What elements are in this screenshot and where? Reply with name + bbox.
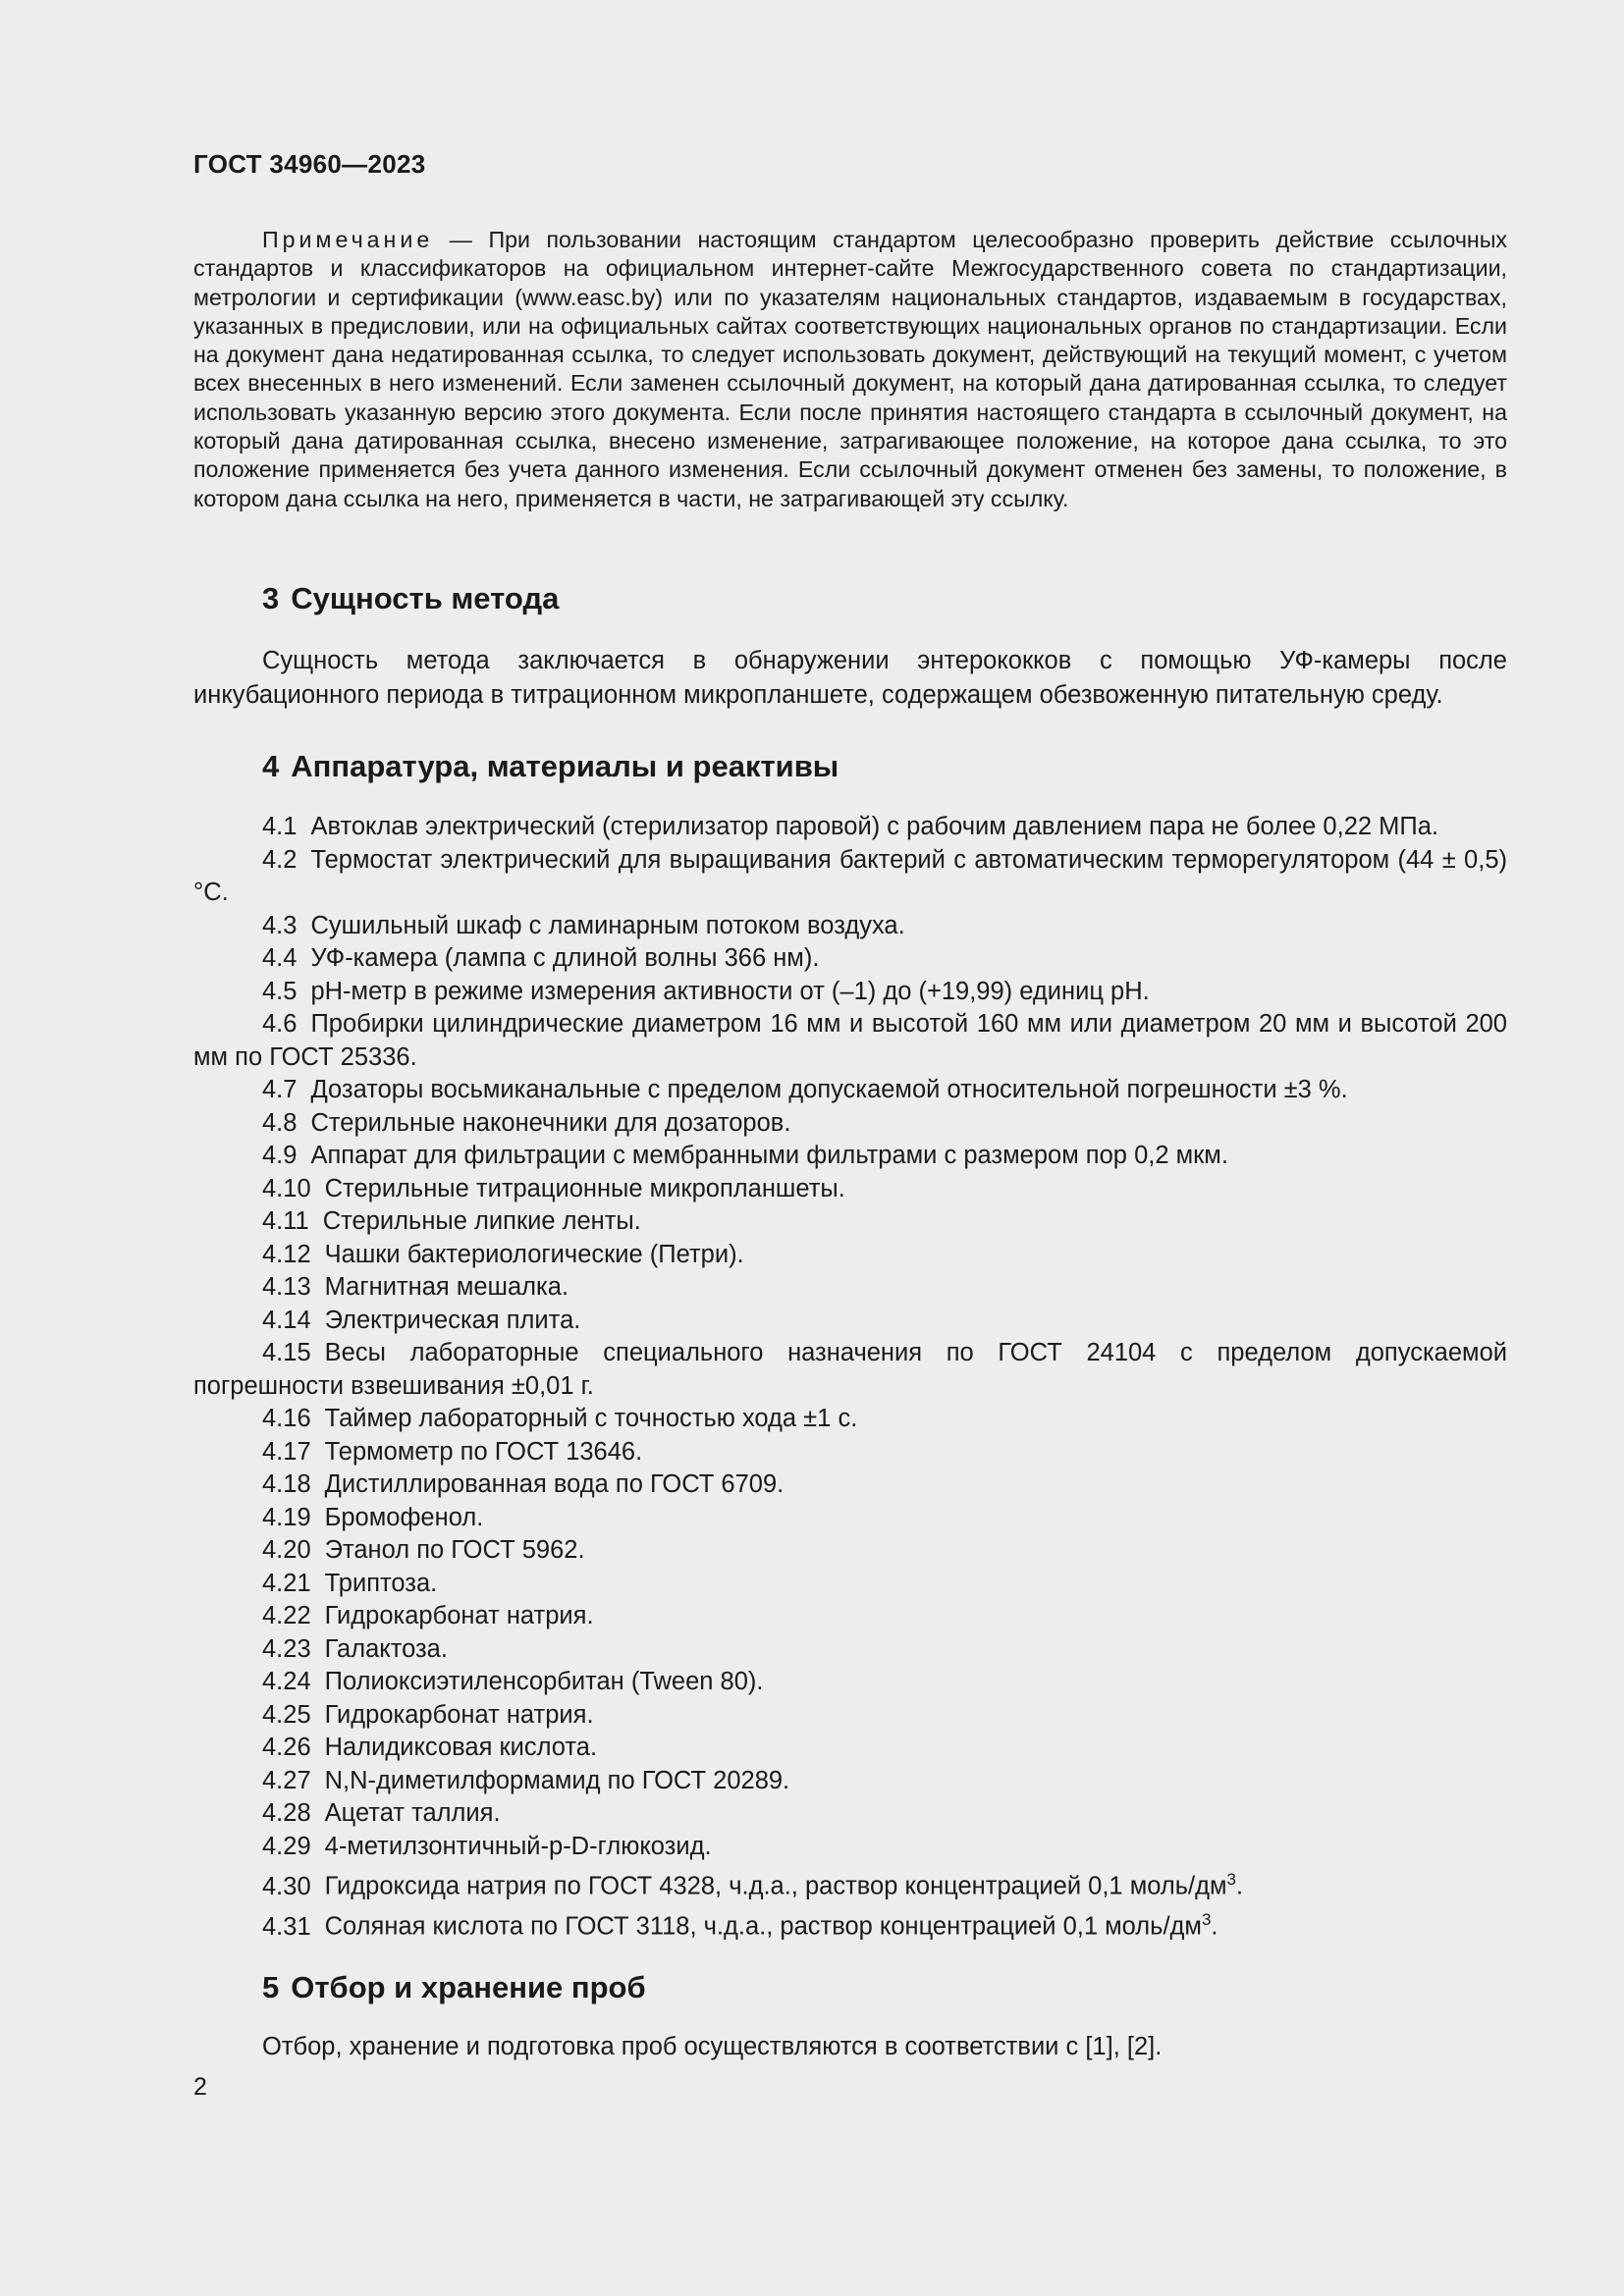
section-5-title: Отбор и хранение проб [291, 1970, 646, 2004]
document-header-code: ГОСТ 34960—2023 [193, 149, 426, 179]
list-item-number: 4.4 [262, 944, 298, 972]
list-item-text: Таймер лабораторный с точностью хода ±1 с. [324, 1405, 858, 1432]
equipment-list-item [193, 844, 1507, 910]
list-item-number: 4.21 [262, 1569, 311, 1597]
list-item-text: Электрическая плита. [324, 1306, 581, 1334]
list-item-text: Стерильные титрационные микропланшеты. [324, 1174, 845, 1202]
equipment-list-item [193, 1107, 1507, 1141]
list-item-text: pH-метр в режиме измерения активности от (–1) до (+19,99) единиц pH. [310, 977, 1150, 1005]
list-item-number: 4.1 [262, 813, 298, 840]
list-item-number: 4.15 [262, 1339, 311, 1366]
equipment-list-item [193, 1568, 1507, 1601]
list-item-text: Триптоза. [324, 1569, 438, 1597]
list-item-text: Полиоксиэтиленсорбитан (Tween 80). [324, 1668, 764, 1695]
list-item-text: Стерильные наконечники для дозаторов. [310, 1108, 791, 1137]
equipment-list-item [193, 1074, 1507, 1107]
list-item-text: Гидроксида натрия по ГОСТ 4328, ч.д.а., раствор концентрацией 0,1 моль/дм [324, 1872, 1227, 1900]
list-item-text: Весы лабораторные специального назначения по ГОСТ 24104 с пределом допускаемой погрешности взвешивания ±0,01 г. [193, 1339, 1507, 1400]
equipment-list-item [193, 1468, 1507, 1502]
equipment-list-item [193, 1173, 1507, 1206]
list-item-number: 4.29 [262, 1832, 311, 1860]
list-item-text: Галактоза. [324, 1634, 448, 1663]
list-item-number: 4.5 [262, 977, 298, 1005]
equipment-list-item [193, 1502, 1507, 1535]
note-paragraph [193, 226, 1507, 513]
equipment-list-item [193, 1436, 1507, 1469]
list-item-text: Соляная кислота по ГОСТ 3118, ч.д.а., раствор концентрацией 0,1 моль/дм [324, 1912, 1202, 1941]
equipment-list-item [193, 1305, 1507, 1338]
section-4-number: 4 [262, 749, 280, 783]
list-item-text: Аппарат для фильтрации с мембранными фильтрами с размером пор 0,2 мкм. [310, 1142, 1228, 1169]
list-item-text: Автоклав электрический (стерилизатор паровой) с рабочим давлением пара не более 0,22 МПа. [310, 813, 1438, 840]
equipment-list-item [193, 1600, 1507, 1633]
equipment-list-item [193, 1903, 1507, 1944]
list-item-text: Гидрокарбонат натрия. [324, 1700, 594, 1729]
list-item-superscript: 3 [1226, 1870, 1236, 1889]
list-item-number: 4.13 [262, 1273, 311, 1301]
list-item-number: 4.20 [262, 1536, 311, 1564]
list-item-text: Дозаторы восьмиканальные с пределом допускаемой относительной погрешности ±3 %. [310, 1076, 1348, 1103]
section-3-heading [262, 581, 559, 616]
list-item-number: 4.19 [262, 1503, 311, 1531]
section-5-text: Отбор, хранение и подготовка проб осуществляются в соответствии с [1], [2]. [262, 2033, 1163, 2060]
equipment-list-item [193, 1337, 1507, 1403]
list-item-number: 4.28 [262, 1799, 311, 1827]
equipment-list-item [193, 942, 1507, 976]
equipment-list-item [193, 910, 1507, 943]
section-4-title: Аппаратура, материалы и реактивы [291, 749, 839, 783]
equipment-list-item [193, 1008, 1507, 1074]
list-item-text: Магнитная мешалка. [324, 1273, 569, 1301]
list-item-text: УФ-камера (лампа с длиной волны 366 нм). [310, 944, 820, 972]
list-item-tail: . [1235, 1872, 1244, 1900]
list-item-number: 4.11 [262, 1207, 309, 1235]
list-item-number: 4.30 [262, 1872, 311, 1900]
equipment-list-item [193, 1765, 1507, 1798]
equipment-list-item [193, 1239, 1507, 1272]
list-item-number: 4.25 [262, 1700, 311, 1729]
equipment-list-item [193, 811, 1507, 844]
list-item-number: 4.3 [262, 911, 298, 939]
list-item-number: 4.8 [262, 1108, 298, 1137]
list-item-number: 4.26 [262, 1734, 311, 1761]
equipment-list-item [193, 1205, 1507, 1239]
section-3-number: 3 [262, 581, 280, 615]
list-item-number: 4.7 [262, 1076, 298, 1103]
page-number: 2 [193, 2073, 207, 2101]
equipment-list-item [193, 1140, 1507, 1173]
list-item-tail: . [1211, 1912, 1218, 1941]
equipment-list-item [193, 1699, 1507, 1733]
note-text: — При пользовании настоящим стандартом целесообразно проверить действие ссылочных стандартов и классификаторов на официальном интернет-сайте Межгосударственного совета по стандартизации, метрологии и сертификации (www.easc.by) или по указателям национальных стандартов, издаваемым в государствах, указанных в предисловии, или на официальных сайтах соответствующих национальных органов по стандартизации. Если на документ дана недатированная ссылка, то следует использовать документ, действующий на текущий момент, с учетом всех внесенных в него изменений. Если заменен ссылочный документ, на который дана датированная ссылка, то следует использовать указанную версию этого документа. Если после принятия настоящего стандарта в ссылочный документ, на который дана датированная ссылка, внесено изменение, затрагивающее положение, на которое дана ссылка, то это положение применяется без учета данного изменения. Если ссылочный документ отменен без замены, то положение, в котором дана ссылка на него, применяется в части, не затрагивающей эту ссылку. [193, 227, 1507, 511]
list-item-text: Чашки бактериологические (Петри). [324, 1240, 744, 1268]
list-item-number: 4.22 [262, 1602, 311, 1629]
section-5-number: 5 [262, 1970, 280, 2004]
equipment-list-item [193, 1863, 1507, 1903]
list-item-number: 4.24 [262, 1668, 311, 1695]
list-item-text: Ацетат таллия. [324, 1799, 501, 1827]
list-item-text: Этанол по ГОСТ 5962. [324, 1536, 585, 1564]
list-item-text: Термометр по ГОСТ 13646. [324, 1437, 643, 1466]
list-item-text: Налидиксовая кислота. [324, 1734, 598, 1761]
equipment-list-item [193, 1666, 1507, 1699]
equipment-list-item [193, 1831, 1507, 1864]
list-item-text: N,N-диметилформамид по ГОСТ 20289. [324, 1766, 790, 1794]
list-item-number: 4.31 [262, 1912, 311, 1941]
list-item-text: Пробирки цилиндрические диаметром 16 мм и высотой 160 мм или диаметром 20 мм и высотой 200 мм по ГОСТ 25336. [193, 1010, 1507, 1071]
equipment-list-item [193, 1797, 1507, 1831]
list-item-text: Стерильные липкие ленты. [322, 1207, 641, 1235]
list-item-number: 4.18 [262, 1470, 311, 1498]
section-4-heading [262, 749, 839, 784]
equipment-list-item [193, 1534, 1507, 1568]
list-item-text: Гидрокарбонат натрия. [324, 1602, 594, 1629]
list-item-number: 4.9 [262, 1142, 298, 1169]
list-item-number: 4.10 [262, 1174, 311, 1202]
section-3-text: Сущность метода заключается в обнаружении энтерококков с помощью УФ-камеры после инкубационного периода в титрационном микропланшете, содержащем обезвоженную питательную среду. [193, 647, 1507, 709]
equipment-list-item [193, 1633, 1507, 1667]
list-item-number: 4.14 [262, 1306, 311, 1334]
note-label: Примечание [262, 227, 434, 252]
equipment-list [193, 811, 1507, 1944]
list-item-number: 4.6 [262, 1010, 298, 1038]
list-item-number: 4.27 [262, 1766, 311, 1794]
list-item-number: 4.12 [262, 1240, 311, 1268]
equipment-list-item [193, 1403, 1507, 1436]
list-item-text: Сушильный шкаф с ламинарным потоком воздуха. [310, 911, 905, 939]
list-item-number: 4.17 [262, 1437, 311, 1466]
list-item-text: 4-метилзонтичный-p-D-глюкозид. [324, 1832, 712, 1860]
list-item-number: 4.16 [262, 1405, 311, 1432]
equipment-list-item [193, 1732, 1507, 1765]
list-item-text: Дистиллированная вода по ГОСТ 6709. [324, 1470, 785, 1498]
section-3-title: Сущность метода [291, 581, 560, 615]
list-item-number: 4.23 [262, 1634, 311, 1663]
list-item-text: Бромофенол. [324, 1503, 484, 1531]
equipment-list-item [193, 976, 1507, 1009]
list-item-number: 4.2 [262, 845, 298, 874]
section-5-heading [262, 1970, 646, 2005]
list-item-superscript: 3 [1201, 1910, 1212, 1929]
list-item-text: Термостат электрический для выращивания бактерий с автоматическим терморегулятором (44 ± 0,5) °С. [193, 845, 1507, 906]
equipment-list-item [193, 1271, 1507, 1305]
